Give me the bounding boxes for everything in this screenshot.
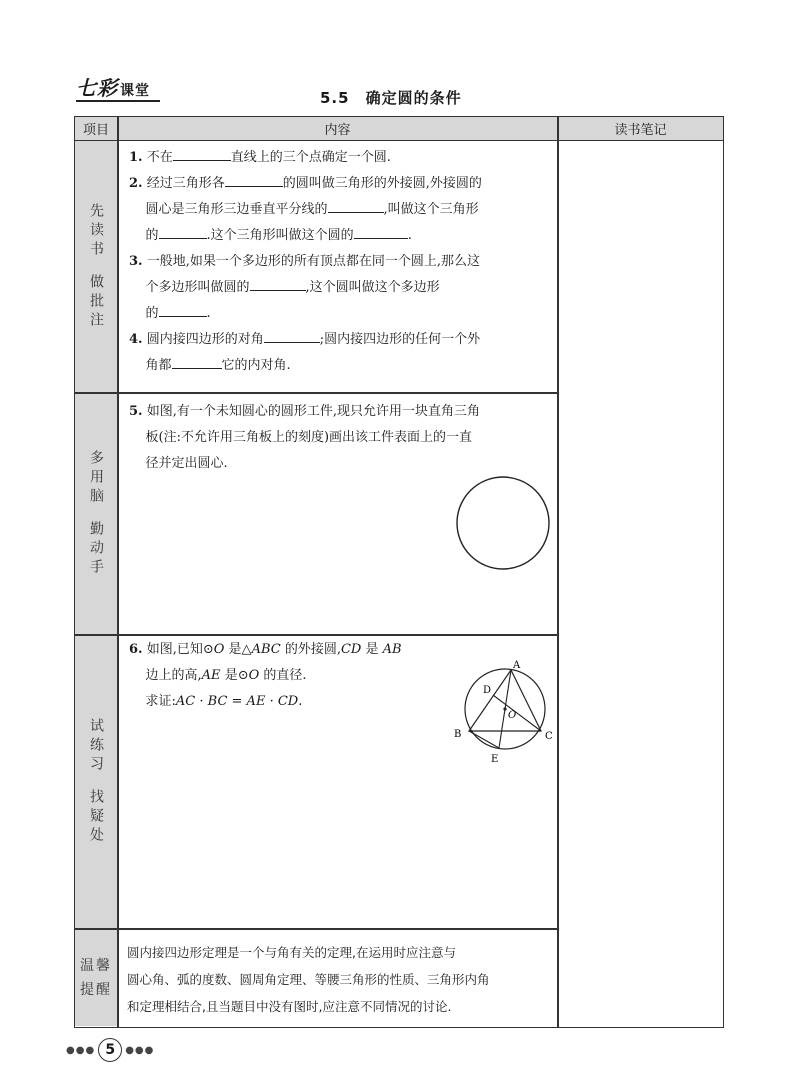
answer-blank[interactable] [159, 223, 207, 239]
row4-content [127, 939, 547, 1020]
answer-blank[interactable] [159, 301, 207, 317]
answer-blank[interactable] [225, 171, 283, 187]
circle-triangle-figure [451, 655, 561, 767]
label-o: O [508, 710, 517, 721]
row3-content [129, 637, 459, 715]
q1-text-a: 不在 [146, 150, 173, 165]
row4-label [75, 929, 117, 1026]
tip-line-3: 和定理相结合,且当题目中没有图时,应注意不同情况的讨论. [127, 999, 452, 1014]
q3-text-b: 个多边形叫做圆的 [145, 280, 250, 295]
row1-content [129, 145, 549, 379]
q6-t11: 是⊙ [220, 668, 249, 683]
q6-t1: 如图,已知⊙ [146, 642, 214, 657]
row-divider-3 [75, 928, 557, 930]
tip-line-2: 圆心角、弧的度数、圆周角定理、等腰三角形的性质、三角形内角 [127, 972, 490, 987]
q6-t7: 是 [361, 642, 383, 657]
answer-blank[interactable] [250, 275, 306, 291]
q3-number: 3. [129, 254, 143, 269]
q6-t14: 求证: [145, 694, 176, 709]
logo-underline [76, 100, 160, 102]
question-4 [129, 327, 549, 379]
q2-text-e: 的 [145, 228, 159, 243]
q3-text-e: . [206, 306, 211, 321]
row3-label-a: 试练习 [88, 717, 104, 775]
workpiece-circle [457, 477, 549, 569]
page-dots-left: ●●● [66, 1044, 96, 1056]
section-title: 确定圆的条件 [365, 89, 462, 107]
worksheet-table [74, 116, 724, 1028]
row3-label [75, 635, 117, 928]
divider-v1 [117, 117, 119, 1027]
logo-subtext: 课堂 [120, 83, 150, 99]
question-5 [129, 399, 549, 477]
answer-blank[interactable] [328, 197, 384, 213]
q5-number: 5. [129, 404, 143, 419]
row-divider-2 [75, 634, 557, 636]
tip-line-1: 圆内接四边形定理是一个与角有关的定理,在运用时应注意与 [127, 945, 456, 960]
q6-t3: 是△ [224, 642, 252, 657]
q2-number: 2. [129, 176, 143, 191]
header-content: 内容 [118, 117, 557, 141]
answer-blank[interactable] [354, 223, 408, 239]
q4-text-d: 它的内对角. [221, 358, 291, 373]
q2-text-d: ,叫做这个三角形 [383, 202, 479, 217]
divider-v2 [557, 117, 559, 1027]
q2-text-b: 的圆叫做三角形的外接圆,外接圆的 [282, 176, 482, 191]
answer-blank[interactable] [172, 353, 222, 369]
q6-number: 6. [129, 642, 143, 657]
page-dots-right: ●●● [125, 1044, 155, 1056]
page-number [66, 1038, 154, 1062]
q6-t13: 的直径. [259, 668, 307, 683]
row-divider-1 [75, 392, 557, 394]
q3-text-d: 的 [145, 306, 159, 321]
row2-label-a: 多用脑 [88, 449, 104, 507]
header-item: 项目 [75, 117, 117, 141]
altitude-cd [493, 695, 541, 731]
label-e: E [491, 754, 499, 765]
q5-text-a: 如图,有一个未知圆心的圆形工件,现只允许用一块直角三角 [146, 404, 480, 419]
segment-be [469, 731, 499, 748]
row2-content [129, 399, 549, 477]
q6-t16: . [298, 694, 303, 709]
page-title [320, 87, 462, 108]
q3-text-c: ,这个圆叫做这个多边形 [305, 280, 440, 295]
q2-text-c: 圆心是三角形三边垂直平分线的 [145, 202, 328, 217]
q6-t4: ABC [251, 642, 281, 657]
logo-text: 七彩 [76, 76, 118, 100]
row1-label-a: 先读书 [88, 202, 104, 260]
label-c: C [545, 731, 553, 742]
q6-t2: O [213, 642, 225, 657]
circle-workpiece-figure [453, 473, 553, 573]
page-number-circle: 5 [98, 1038, 122, 1062]
question-3 [129, 249, 549, 327]
q4-text-a: 圆内接四边形的对角 [146, 332, 264, 347]
question-2 [129, 171, 549, 249]
row1-label [75, 141, 117, 392]
question-1 [129, 145, 549, 171]
q4-number: 4. [129, 332, 143, 347]
question-6 [129, 637, 459, 715]
section-number: 5.5 [320, 89, 350, 107]
brand-logo [76, 72, 150, 101]
q4-text-c: 角都 [145, 358, 172, 373]
q2-text-f: .这个三角形叫做这个圆的 [206, 228, 354, 243]
header-notes: 读书笔记 [558, 117, 723, 141]
q2-text-g: . [407, 228, 412, 243]
row3-label-b: 找疑处 [88, 788, 104, 846]
q6-t12: O [248, 668, 260, 683]
center-point [503, 707, 506, 710]
q1-number: 1. [129, 150, 143, 165]
q6-t5: 的外接圆, [280, 642, 341, 657]
label-d: D [483, 685, 492, 696]
label-a: A [513, 660, 521, 671]
q2-text-a: 经过三角形各 [146, 176, 225, 191]
triangle-abc [469, 670, 541, 731]
row4-label-text: 温馨提醒 [80, 957, 112, 998]
q5-text-c: 径并定出圆心. [145, 456, 228, 471]
row1-label-b: 做批注 [88, 273, 104, 331]
q6-t10: AE [201, 668, 221, 683]
q6-t6: CD [340, 642, 362, 657]
row2-label-b: 勤动手 [88, 520, 104, 578]
row2-label [75, 393, 117, 634]
label-b: B [454, 729, 462, 740]
q6-t8: AB [382, 642, 402, 657]
answer-blank[interactable] [173, 145, 231, 161]
q6-t9: 边上的高, [145, 668, 202, 683]
q5-text-b: 板(注:不允许用三角板上的刻度)画出该工件表面上的一直 [145, 430, 473, 445]
q6-t15: AC · BC = AE · CD [175, 694, 299, 709]
q3-text-a: 一般地,如果一个多边形的所有顶点都在同一个圆上,那么这 [146, 254, 480, 269]
q1-text-b: 直线上的三个点确定一个圆. [230, 150, 391, 165]
q4-text-b: ;圆内接四边形的任何一个外 [319, 332, 481, 347]
answer-blank[interactable] [264, 327, 320, 343]
